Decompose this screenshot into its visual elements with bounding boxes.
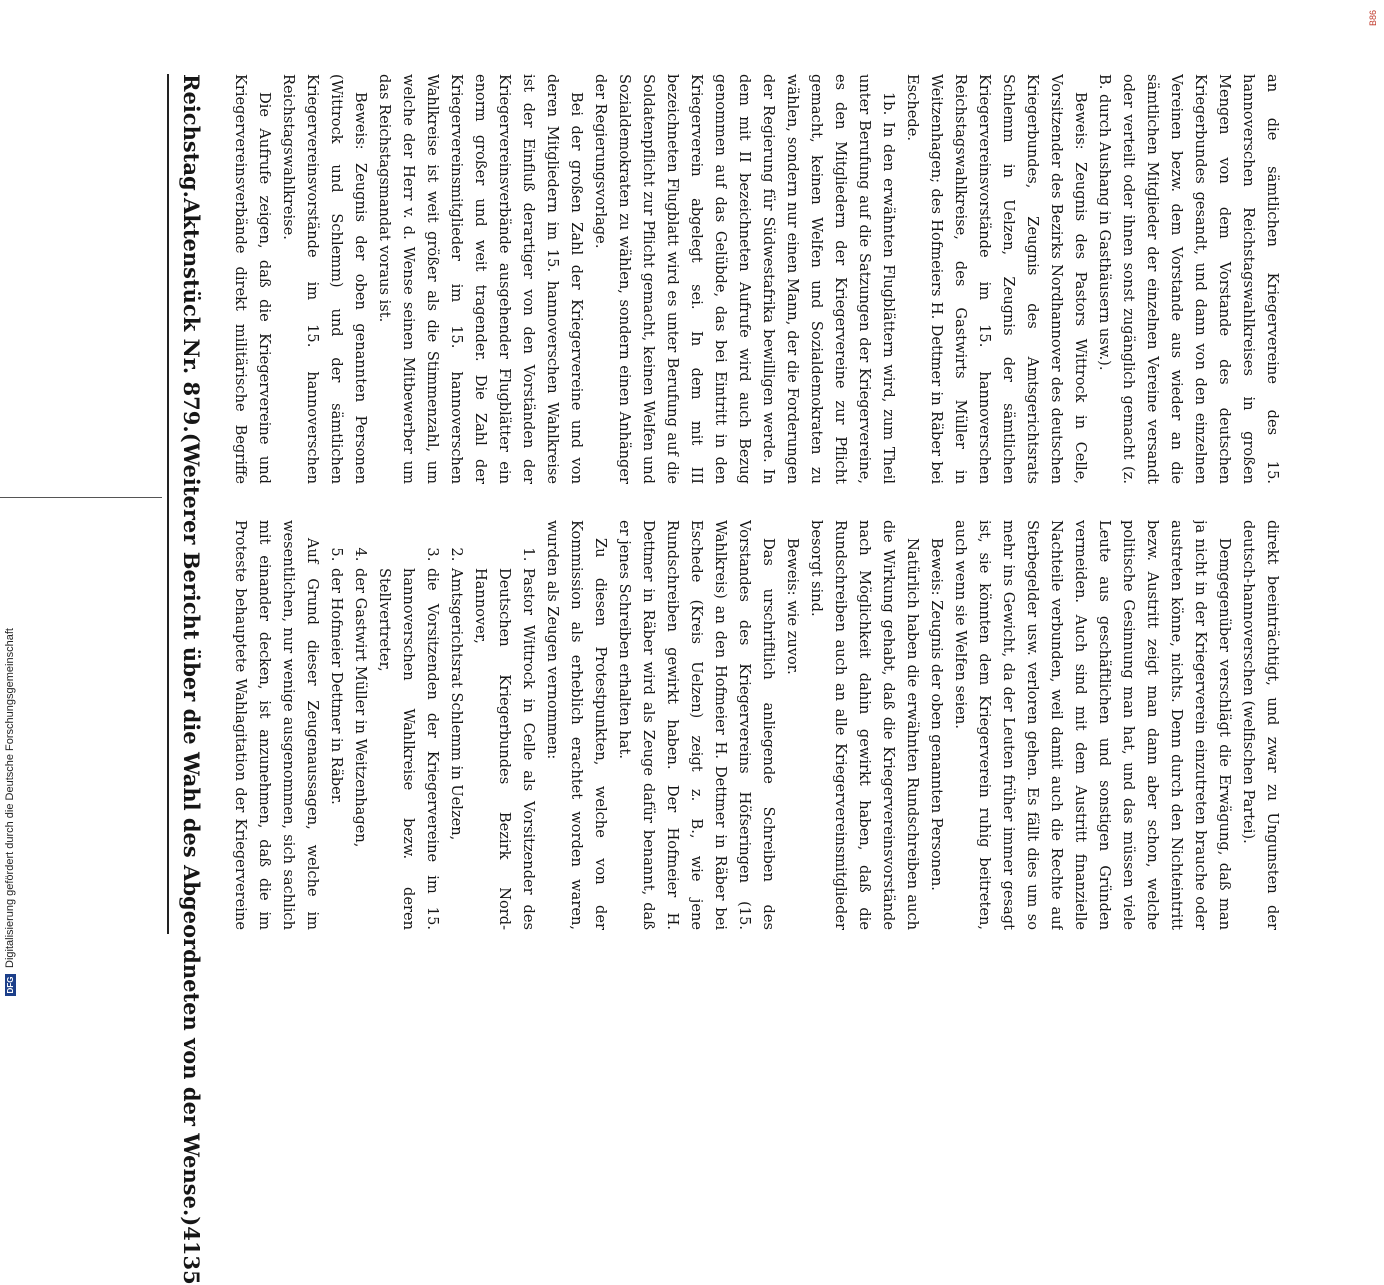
- header-document-number: Aktenstück Nr. 879.: [179, 197, 205, 433]
- paragraph: Das urschriftlich anliegende Schreiben des Vorstandes des Kriegervereins Höfseringen (15. Wahlkreis) an den Hofmeier H. Dettmer in Räber bei Eschede (Kreis Uelzen) zeigt z. B., wie jene Rundschreiben gewirkt haben. Der Hofmeier H. Dettmer in Räber wird als Zeuge dafür benannt, daß er jenes Schreiben erhalten hat.: [616, 520, 777, 930]
- paragraph: Auf Grund dieser Zeugenaussagen, welche im wesentlichen, nur wenige ausgenommen, sich sachlich mit einander decken, ist anzunehmen, daß die im Proteste behauptete Wahlagitation der Kriegervereine: [232, 520, 321, 930]
- header-page-number: 4135: [179, 1226, 205, 1285]
- paragraph: Die Aufrufe zeigen, daß die Kriegervereine und Kriegervereinsverbände direkt militärische Begriffe: [232, 74, 273, 484]
- witness-list-item: 2. Amtsgerichtsrat Schlemm in Uelzen,: [444, 566, 468, 930]
- paragraph: direkt beeinträchtigt, und zwar zu Ungunsten der deutsch-hannoverschen (welfischen Partei).: [1240, 520, 1281, 930]
- witness-list-item: 1. Pastor Wittrock in Celle als Vorsitzender des Deutschen Kriegerbundes Bezirk Nord-Hannover,: [468, 566, 540, 930]
- header-report-title: (Weiterer Bericht über die Wahl des Abgeordneten von der Wense.): [179, 432, 205, 1227]
- column-divider: [0, 497, 162, 498]
- paragraph: 1b. In den erwähnten Flugblättern wird, zum Theil unter Berufung auf die Satzungen der Kriegervereine, es den Mitgliedern der Kriegervereine zur Pflicht gemacht, keinen Welfen und Sozialdemokraten zu wählen, sondern nur einen Mann, der die Forderungen der Regierung für Südwestafrika bewilligen werde. In dem mit II bezeichneten Aufrufe wird auch Bezug genommen auf das Gelübde, das bei Eintritt in den Kriegerverein abgelegt sei. In dem mit III bezeichneten Flugblatt wird es unter Berufung auf die Soldatenpflicht zur Pflicht gemacht, keinen Welfen und Sozialdemokraten zu wählen, sondern einen Anhänger der Regierungsvorlage.: [592, 74, 897, 484]
- paragraph: Natürlich haben die erwähnten Rundschreiben auch die Wirkung gehabt, daß die Kriegervereinsvorstände nach Möglichkeit dahin gewirkt haben, daß die Rundschreiben auch an alle Kriegervereinsmitglieder besorgt sind.: [808, 520, 921, 930]
- witness-list-item: 4. der Gastwirt Müller in Weitzenhagen,: [348, 566, 372, 930]
- witness-list-item: 5. der Hofmeier Dettmer in Räber.: [324, 566, 348, 930]
- witness-list: [324, 520, 540, 930]
- paragraph: Demgegenüber verschlägt die Erwägung, daß man ja nicht in der Kriegerverein einzutreten brauche oder austreten könne, nichts. Denn durch den Nichteintritt bezw. Austritt zeigt man dann aber schon, welche politische Gesinnung man hat, und das müssen viele Leute aus geschäftlichen und sonstigen Gründen vermeiden. Auch sind mit dem Austritt finanzielle Nachteile verbunden, weil damit auch die Rechte auf Sterbegelder usw. verloren gehen. Es fällt dies um so mehr ins Gewicht, da der Leuten früher immer gesagt ist, sie könnten dem Kriegerverein ruhig beitreten, auch wenn sie Welfen seien.: [952, 520, 1233, 930]
- paragraph: Zu diesen Protestpunkten, welche von der Kommission als erheblich erachtet worden waren, wurden als Zeugen vernommen:: [544, 520, 609, 930]
- evidence-paragraph: Beweis: Zeugnis des Pastors Wittrock in Celle, Vorsitzender des Bezirks Nordhannover des deutschen Kriegerbundes, Zeugnis des Amtsgerichtsrats Schlemm in Uelzen, Zeugnis der sämtlichen Kriegervereinsvorstände im 15. hannoverschen Reichstagswahlkreise, des Gastwirts Müller in Weitzenhagen; des Hofmeiers H. Dettmer in Räber bei Eschede.: [904, 74, 1089, 484]
- evidence-paragraph: Beweis: Zeugnis der oben genannten Personen (Wittrock und Schlemm) und der sämtlichen Kriegervereinsvorstände im 15. hannoverschen Reichstagswahlkreise.: [280, 74, 369, 484]
- header-chamber: Reichstag.: [179, 74, 205, 198]
- text-column-1: [224, 74, 1284, 484]
- text-column-2: [224, 520, 1284, 930]
- digitization-credit: [4, 628, 16, 996]
- corner-mark: B86: [1368, 9, 1378, 26]
- evidence-paragraph: Beweis: wie zuvor.: [784, 538, 801, 675]
- paragraph: Bei der großen Zahl der Kriegervereine und von deren Mitgliedern im 15. hannoverschen Wahlkreise ist der Einfluß derartiger von den Vorständen der Kriegervereinsverbände ausgehender Flugblätter ein enorm großer und weit tragender. Die Zahl der Kriegervereinsmitglieder im 15. hannoverschen Wahlkreise ist weit größer als die Stimmenzahl, um welche der Herr v. d. Wense seinen Mitbewerber um das Reichstagsmandat voraus ist.: [376, 74, 585, 484]
- dfg-logo-icon: DFG: [5, 974, 16, 996]
- digitization-credit-text: Digitalisierung gefördert durch die Deutsche Forschungsgemeinschaft: [4, 628, 16, 968]
- evidence-paragraph: Beweis: Zeugnis der oben genannten Personen.: [928, 538, 945, 891]
- witness-list-item: 3. die Vorsitzenden der Kriegervereine im 15. hannoverschen Wahlkreise bezw. deren Stellvertreter,: [372, 566, 444, 930]
- paragraph: an die sämtlichen Kriegervereine des 15. hannoverschen Reichstagswahlkreises in großen Mengen von dem Vorstande des deutschen Kriegerbundes gesandt, und dann von den einzelnen Vereinen bezw. dem Vorstande aus wieder an die sämtlichen Mitglieder der einzelnen Vereine versandt oder verteilt oder ihnen sonst zugänglich gemacht (z. B. durch Aushang in Gasthäusern usw.).: [1096, 74, 1281, 484]
